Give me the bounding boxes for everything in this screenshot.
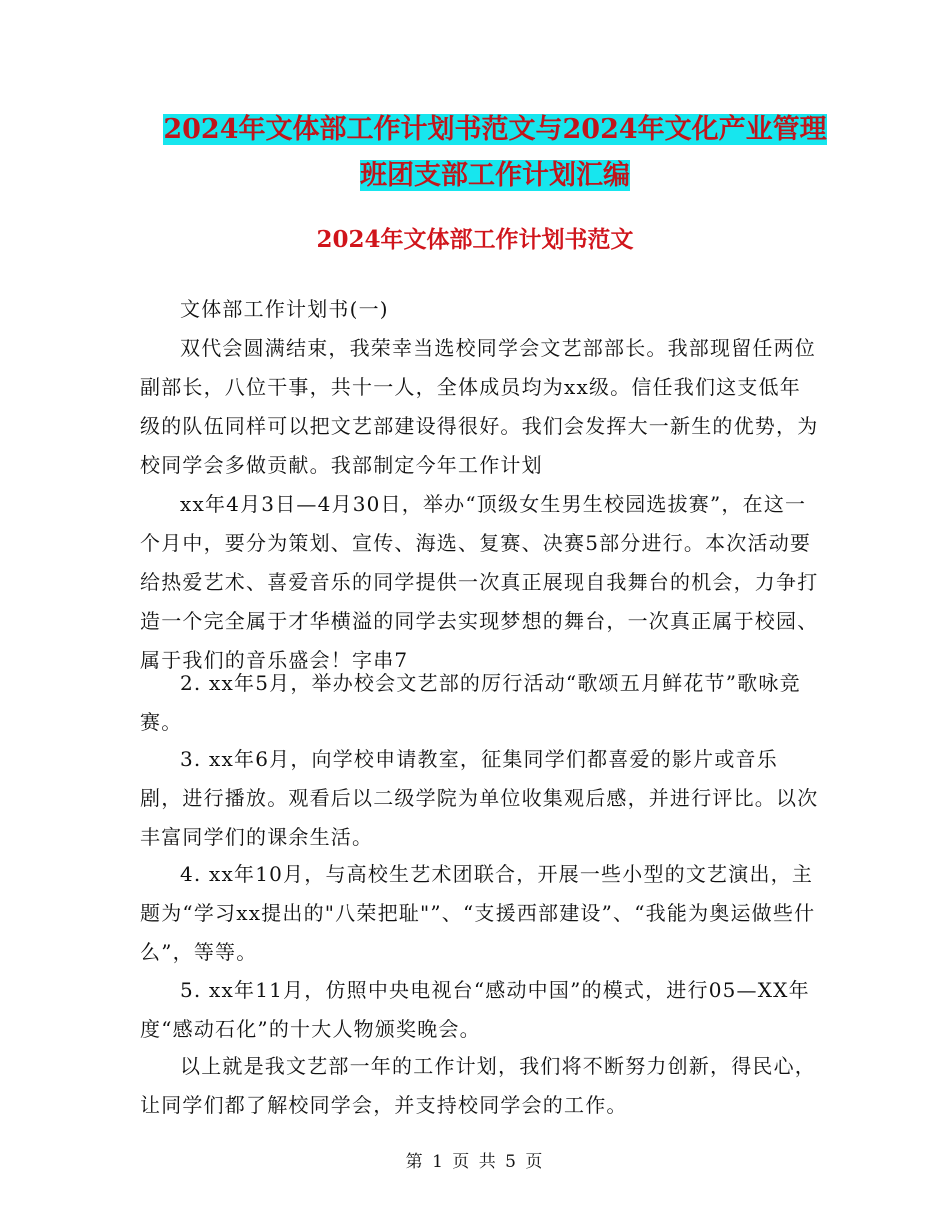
paragraph-conclusion: 以上就是我文艺部一年的工作计划，我们将不断努力创新，得民心，让同学们都了解校同学会，并支持校同学会的工作。: [140, 1054, 816, 1117]
title-highlight: 2024年文体部工作计划书范文与2024年文化产业管理: [163, 114, 827, 145]
page-footer: 第 1 页 共 5 页: [405, 1152, 545, 1172]
document-title-line-1: [140, 107, 850, 153]
paragraph-item-2: 2. xx年5月，举办校会文艺部的厉行活动“歌颂五月鲜花节”歌咏竞赛。: [140, 671, 801, 734]
title-highlight: 班团支部工作计划汇编: [360, 160, 630, 191]
paragraph-intro: 双代会圆满结束，我荣幸当选校同学会文艺部部长。我部现留任两位副部长，八位干事，共十一人，全体成员均为xx级。信任我们这支低年级的队伍同样可以把文艺部建设得很好。我们会发挥大一新生的优势，为校同学会多做贡献。我部制定今年工作计划: [140, 336, 819, 477]
paragraph-item-1: xx年4月3日—4月30日，举办“顶级女生男生校园选拔赛”，在这一个月中，要分为策划、宣传、海选、复赛、决赛5部分进行。本次活动要给热爱艺术、喜爱音乐的同学提供一次真正展现自我舞台的机会，力争打造一个完全属于才华横溢的同学去实现梦想的舞台，一次真正属于校园、属于我们的音乐盛会！字串7: [140, 492, 819, 672]
paragraph-subheading: 文体部工作计划书(一): [180, 297, 389, 321]
paragraph-item-3: 3. xx年6月，向学校申请教室，征集同学们都喜爱的影片或音乐剧，进行播放。观看后以二级学院为单位收集观后感，并进行评比。以次丰富同学们的课余生活。: [140, 747, 819, 849]
document-title-line-2: [140, 153, 850, 199]
paragraph-item-4: 4. xx年10月，与高校生艺术团联合，开展一些小型的文艺演出，主题为“学习xx提出的"八荣把耻"”、“支援西部建设”、“我能为奥运做些什么”，等等。: [140, 862, 816, 964]
section-title: 2024年文体部工作计划书范文: [316, 226, 634, 253]
paragraph-item-5: 5. xx年11月，仿照中央电视台“感动中国”的模式，进行05—XX年度“感动石化”的十大人物颁奖晚会。: [140, 978, 810, 1041]
